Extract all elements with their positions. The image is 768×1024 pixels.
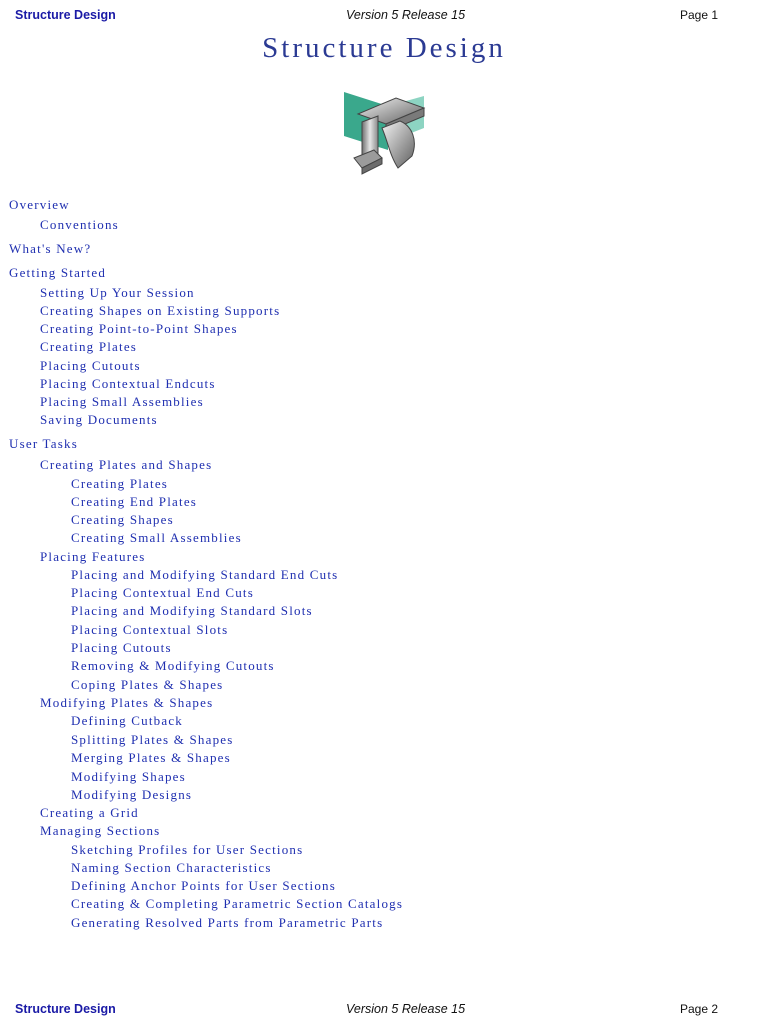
toc-link[interactable]: Creating Plates	[40, 339, 138, 354]
toc-link[interactable]: Creating Shapes	[71, 512, 174, 527]
toc-link[interactable]: Generating Resolved Parts from Parametric Parts	[71, 915, 384, 930]
toc-link[interactable]: Modifying Designs	[71, 787, 193, 802]
toc-link[interactable]: Removing & Modifying Cutouts	[71, 658, 275, 673]
toc-link[interactable]: Placing Features	[40, 549, 146, 564]
toc-link[interactable]: Setting Up Your Session	[40, 285, 195, 300]
toc-link[interactable]: Creating Small Assemblies	[71, 530, 242, 545]
toc-link[interactable]: Modifying Shapes	[71, 769, 186, 784]
footer-page-number: Page 2	[680, 1002, 719, 1016]
toc-link[interactable]: Placing and Modifying Standard Slots	[71, 603, 313, 618]
toc-link[interactable]: Creating Plates and Shapes	[40, 457, 213, 472]
toc-link[interactable]: Creating End Plates	[71, 494, 198, 509]
toc-link[interactable]: Defining Anchor Points for User Sections	[71, 878, 337, 893]
toc-link[interactable]: Placing Cutouts	[71, 640, 172, 655]
toc-link[interactable]: Creating & Completing Parametric Section Catalogs	[71, 896, 404, 911]
structure-design-icon	[338, 88, 434, 180]
toc-link[interactable]: Splitting Plates & Shapes	[71, 732, 234, 747]
toc-link[interactable]: Creating Plates	[71, 476, 169, 491]
header-product-name: Structure Design	[15, 8, 116, 22]
toc-link[interactable]: Merging Plates & Shapes	[71, 750, 231, 765]
toc-link[interactable]: What's New?	[9, 241, 92, 256]
toc-link[interactable]: Creating a Grid	[40, 805, 139, 820]
toc-link[interactable]: Getting Started	[9, 265, 107, 280]
footer-version: Version 5 Release 15	[346, 1002, 466, 1016]
toc-link[interactable]: Placing Contextual End Cuts	[71, 585, 254, 600]
toc-link[interactable]: Saving Documents	[40, 412, 158, 427]
toc-link[interactable]: Managing Sections	[40, 823, 161, 838]
page-footer	[0, 1002, 768, 1022]
toc-link[interactable]: Overview	[9, 197, 70, 212]
toc-link[interactable]: Naming Section Characteristics	[71, 860, 272, 875]
page-header	[0, 8, 768, 28]
toc-link[interactable]: Sketching Profiles for User Sections	[71, 842, 304, 857]
toc-link[interactable]: Creating Shapes on Existing Supports	[40, 303, 281, 318]
toc-link[interactable]: Modifying Plates & Shapes	[40, 695, 214, 710]
header-page-number: Page 1	[680, 8, 719, 22]
toc-link[interactable]: Creating Point-to-Point Shapes	[40, 321, 238, 336]
toc-link[interactable]: Conventions	[40, 217, 119, 232]
toc-link[interactable]: Placing and Modifying Standard End Cuts	[71, 567, 339, 582]
toc-link[interactable]: Coping Plates & Shapes	[71, 677, 224, 692]
footer-product-name: Structure Design	[15, 1002, 116, 1016]
toc-link[interactable]: Placing Cutouts	[40, 358, 141, 373]
page-title: Structure Design	[262, 32, 506, 64]
toc-link[interactable]: Defining Cutback	[71, 713, 183, 728]
toc-link[interactable]: Placing Small Assemblies	[40, 394, 204, 409]
toc-link[interactable]: User Tasks	[9, 436, 78, 451]
header-version: Version 5 Release 15	[346, 8, 466, 22]
toc-link[interactable]: Placing Contextual Slots	[71, 622, 229, 637]
toc-link[interactable]: Placing Contextual Endcuts	[40, 376, 216, 391]
